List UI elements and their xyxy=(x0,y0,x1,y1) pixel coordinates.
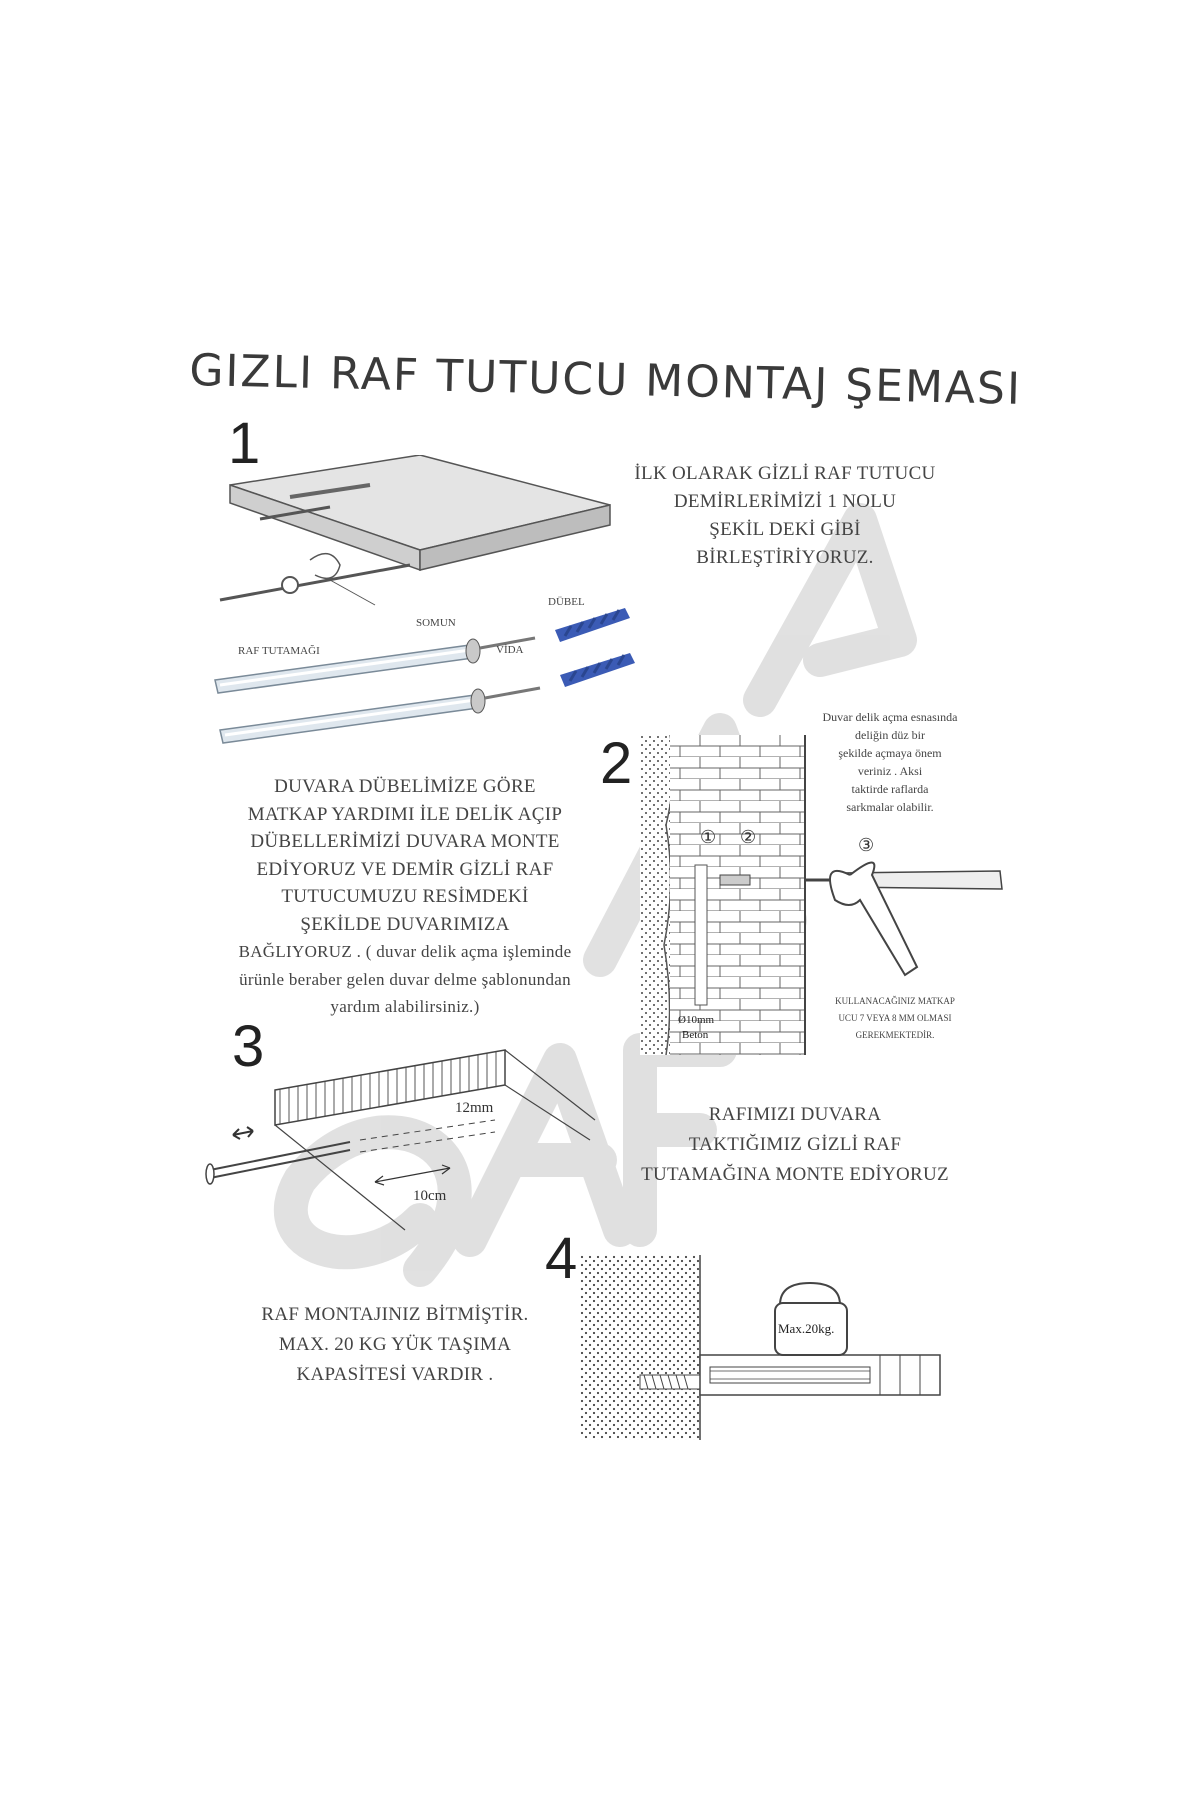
weight-label: Max.20kg. xyxy=(778,1321,835,1336)
step-2-note-bottom: KULLANACAĞINIZ MATKAP UCU 7 VEYA 8 MM OLMASI GEREKMEKTEDİR. xyxy=(835,996,955,1040)
dubel-1 xyxy=(555,608,630,642)
vida-label: VİDA xyxy=(496,644,524,656)
step-1-caption: İLK OLARAK GİZLİ RAF TUTUCU DEMİRLERİMİZİ 1 NOLU ŞEKİL DEKİ GİBİ BİRLEŞTİRİYORUZ. xyxy=(634,463,936,568)
step-3-caption: RAFIMIZI DUVARA TAKTIĞIMIZ GİZLİ RAF TUTAMAĞINA MONTE EDİYORUZ xyxy=(641,1104,949,1185)
dim-10cm: 10cm xyxy=(413,1188,447,1204)
dubel-label: DÜBEL xyxy=(548,596,585,608)
somun-label: SOMUN xyxy=(416,617,456,629)
marker-2: ② xyxy=(740,827,757,847)
marker-3: ③ xyxy=(858,835,875,855)
step-3-number: 3 xyxy=(232,1014,265,1079)
step-1-number: 1 xyxy=(228,411,261,476)
dubel-2 xyxy=(560,653,635,687)
step-4-caption: RAF MONTAJINIZ BİTMİŞTİR. MAX. 20 KG YÜK TAŞIMA KAPASİTESİ VARDIR . xyxy=(261,1304,529,1385)
step-2-note-top: Duvar delik açma esnasında deliğin düz bir şekilde açmaya önem veriniz . Aksi taktirde raflarda sarkmalar olabilir. xyxy=(822,710,958,814)
step-1-hardware-parts xyxy=(205,590,665,750)
step-2-caption: DUVARA DÜBELİMİZE GÖRE MATKAP YARDIMI İLE DELİK AÇIP DÜBELLERİMİZİ DUVARA MONTE EDİYORUZ VE DEMİR GİZLİ RAF TUTUCUMUZU RESİMDEKİ ŞEKİLDE DUVARIMIZA BAĞLIYORUZ . ( duvar delik açma işleminde ürünle beraber gelen duvar delme şablonundan yardım alabilirsiniz.) xyxy=(238,776,572,1016)
hole-diameter-label: Ø10mm xyxy=(678,1014,715,1026)
marker-1: ① xyxy=(700,827,717,847)
step-2-number: 2 xyxy=(600,731,633,796)
raf-tutamagi-label: RAF TUTAMAĞI xyxy=(238,645,320,657)
dim-12mm: 12mm xyxy=(455,1100,494,1116)
step-3-shelf-illustration xyxy=(195,1040,605,1240)
step-4-number: 4 xyxy=(545,1226,578,1291)
page-title: GIZLI RAF TUTUCU MONTAJ ŞEMASI xyxy=(188,345,1023,415)
wall-material-label: Beton xyxy=(682,1029,709,1041)
step-4-loaded-shelf-illustration xyxy=(580,1255,960,1440)
